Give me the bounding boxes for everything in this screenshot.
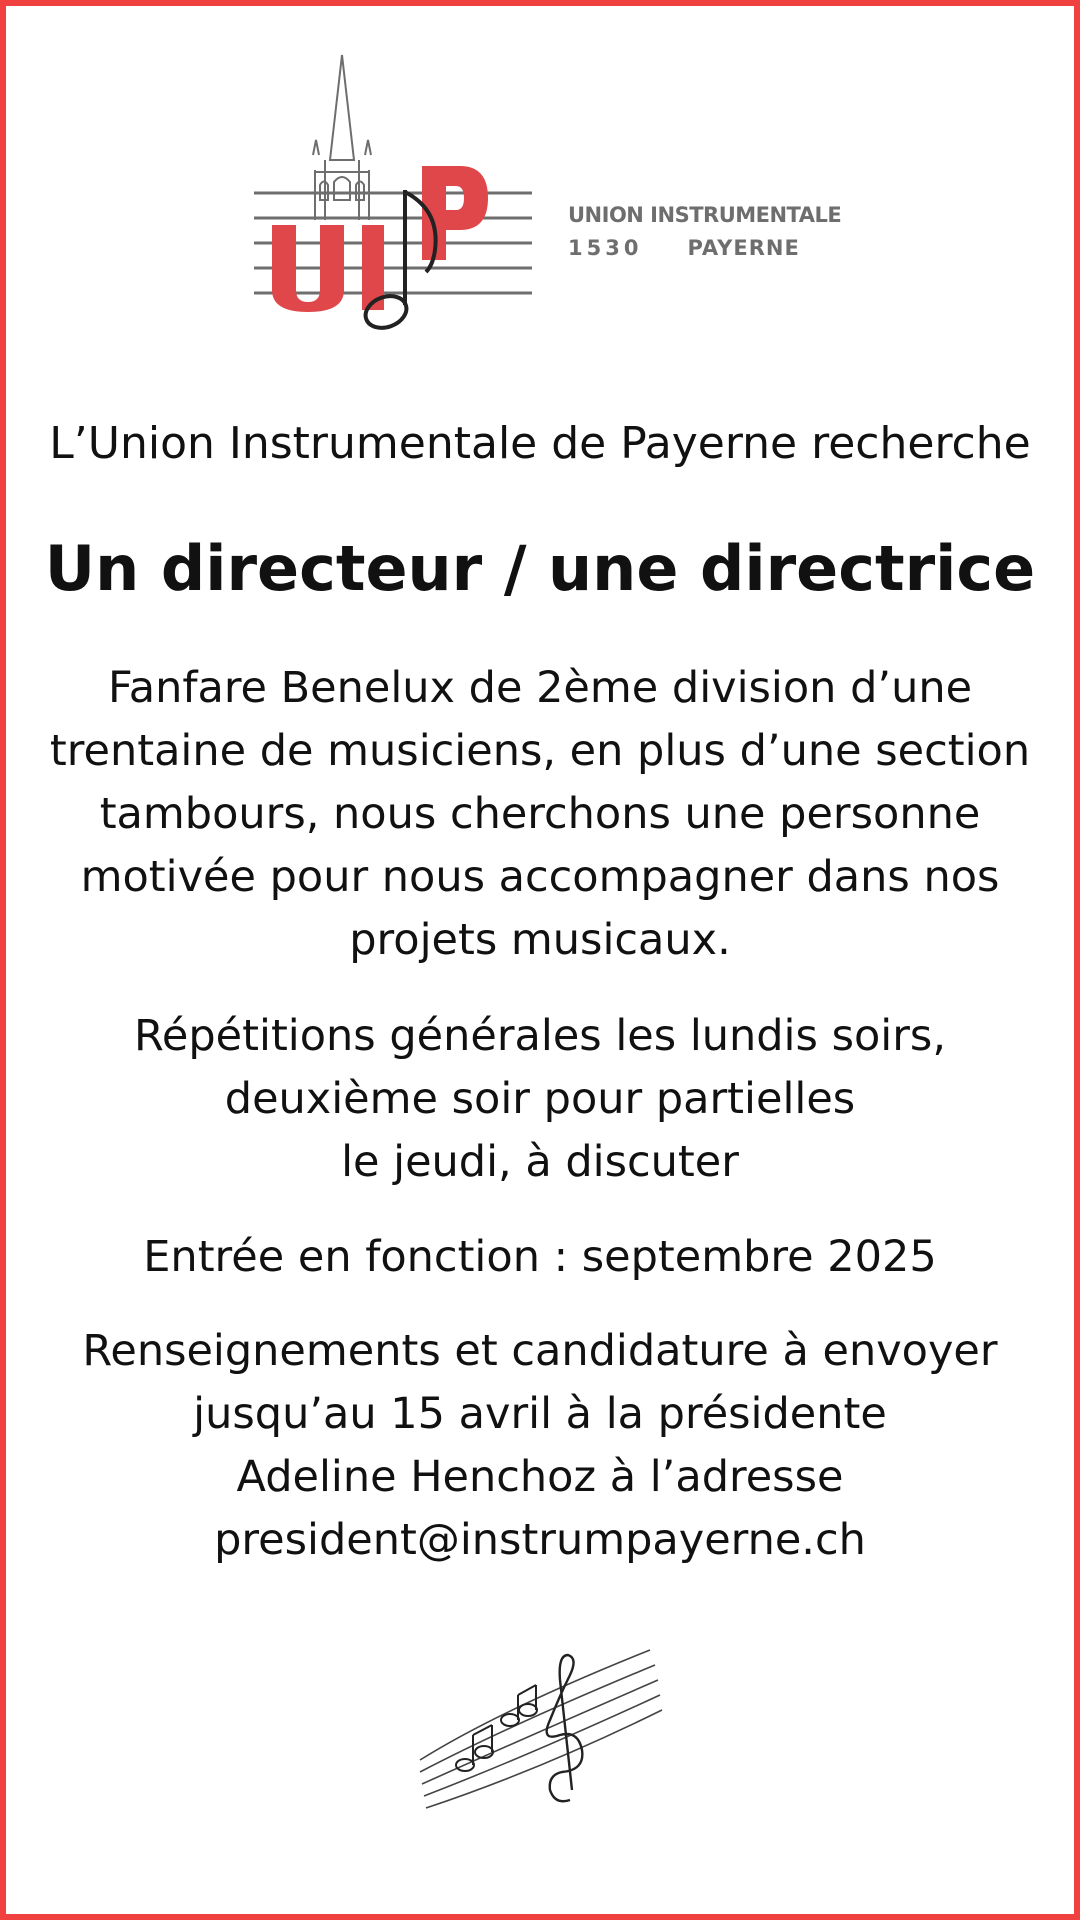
logo-year: 1530 <box>568 236 643 260</box>
logo-line-1: UNION INSTRUMENTALE <box>568 203 842 227</box>
rehearsals-paragraph: Répétitions générales les lundis soirs, deuxième soir pour partielles le jeudi, à discuter <box>133 1011 946 1187</box>
treble-clef-icon <box>547 1655 583 1801</box>
headline: Un directeur / une directrice <box>44 532 1036 605</box>
logo-wordmark <box>568 205 841 259</box>
logo-line-2 <box>568 238 841 259</box>
description-paragraph: Fanfare Benelux de 2ème division d’une trentaine de musiciens, en plus d’une section tambours, nous cherchons une personne motivée pour nous accompagner dans nos projets musicaux. <box>49 663 1031 965</box>
logo-letters <box>272 166 488 312</box>
intro-text: L’Union Instrumentale de Payerne recherche <box>49 418 1031 469</box>
music-staff-notes-icon <box>410 1640 670 1820</box>
logo-town: PAYERNE <box>687 236 800 260</box>
start-date-paragraph: Entrée en fonction : septembre 2025 <box>143 1232 937 1282</box>
church-icon <box>313 55 371 220</box>
uip-logo <box>250 50 860 340</box>
contact-paragraph: Renseignements et candidature à envoyer jusqu’au 15 avril à la présidente Adeline Henchoz à l’adresse president@instrumpayerne.ch <box>82 1326 998 1565</box>
